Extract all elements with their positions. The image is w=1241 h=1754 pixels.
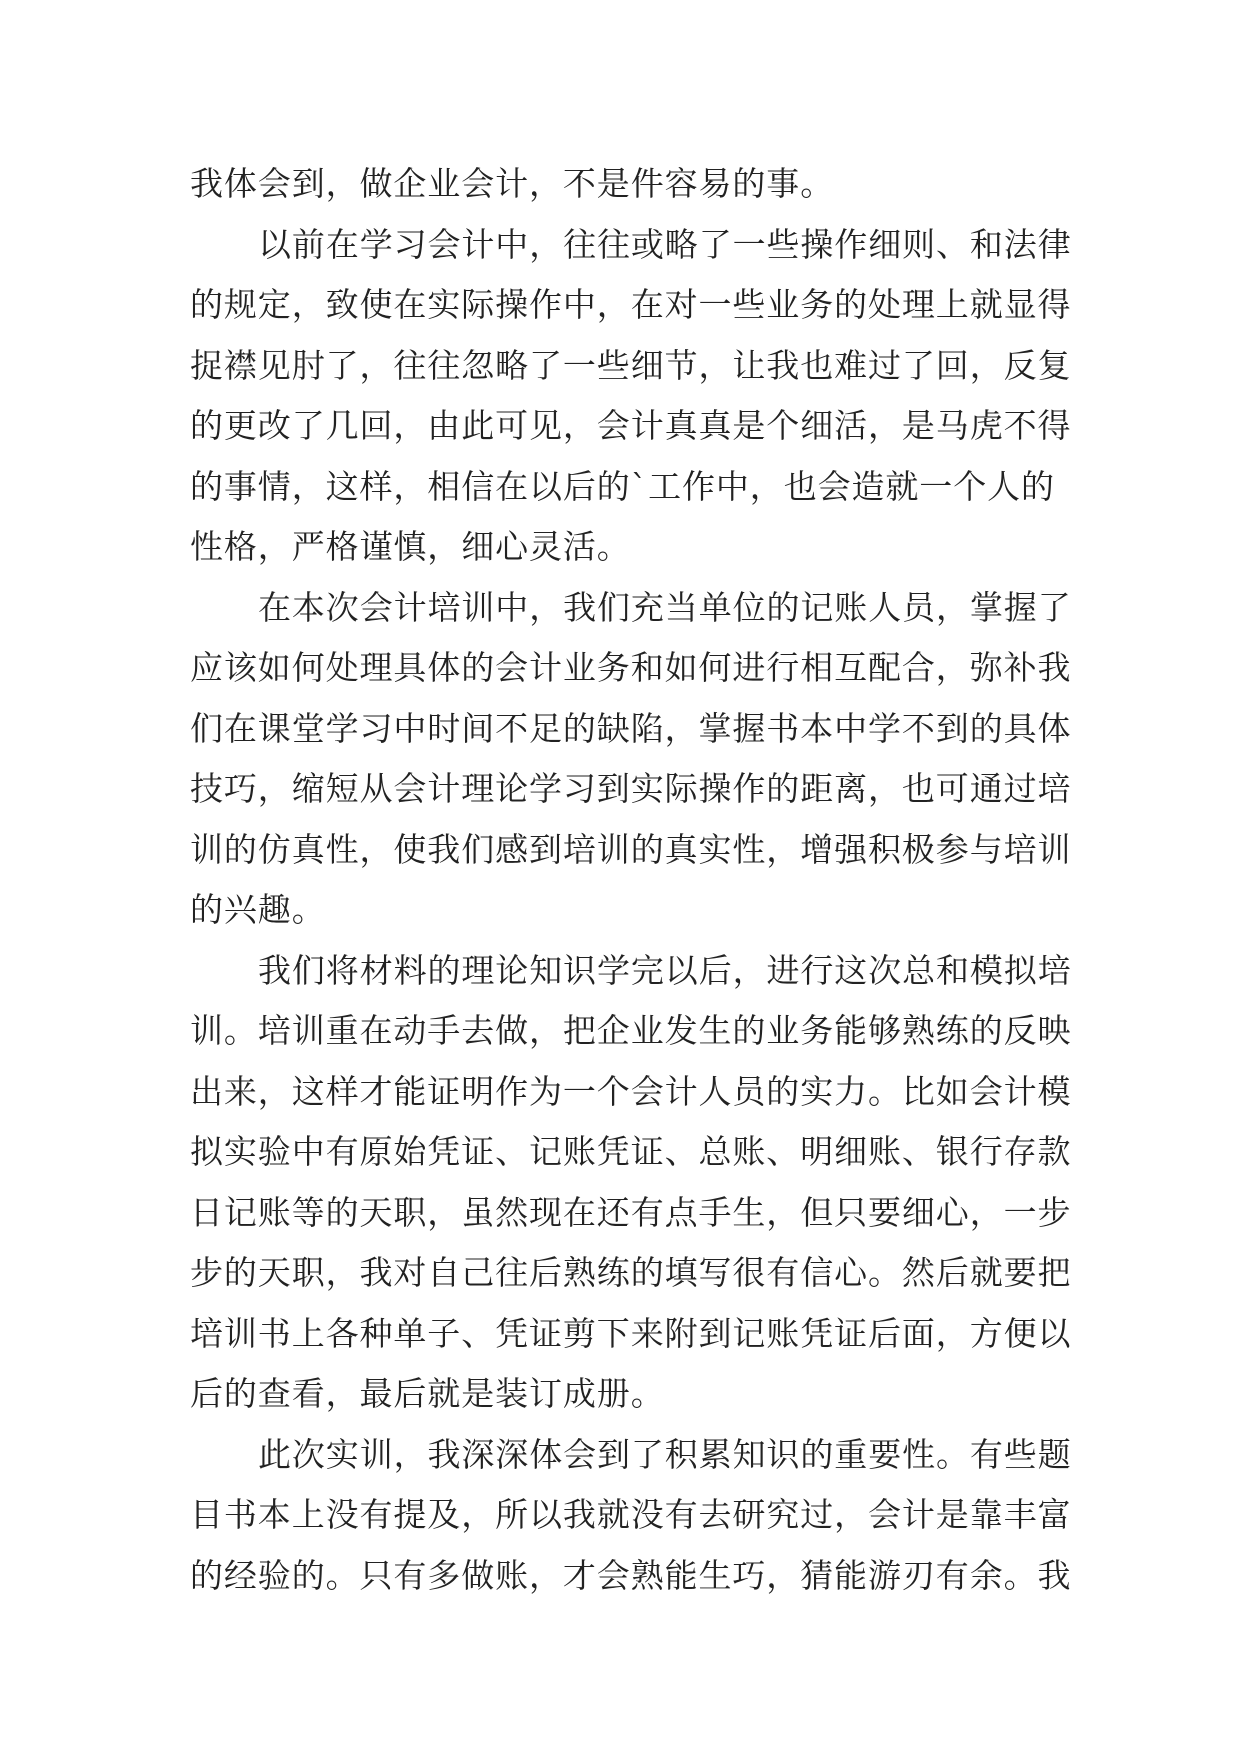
text-line: 的经验的。只有多做账，才会熟能生巧，猜能游刃有余。我 [190, 1555, 1072, 1595]
text-line: 的事情，这样，相信在以后的`工作中，也会造就一个人的 [190, 466, 1055, 506]
text-line: 我体会到，做企业会计，不是件容易的事。 [190, 164, 835, 203]
body-text [190, 154, 1072, 1606]
text-line: 的更改了几回，由此可见，会计真真是个细活，是马虎不得 [190, 406, 1072, 445]
text-line: 的兴趣。 [190, 890, 326, 929]
text-line: 我们将材料的理论知识学完以后，进行这次总和模拟培 [258, 950, 1072, 990]
text-line: 技巧，缩短从会计理论学习到实际操作的距离，也可通过培 [190, 769, 1072, 808]
text-line: 们在课堂学习中时间不足的缺陷，掌握书本中学不到的具体 [190, 708, 1072, 748]
text-line: 目书本上没有提及，所以我就没有去研究过，会计是靠丰富 [190, 1495, 1072, 1534]
text-line: 捉襟见肘了，往往忽略了一些细节，让我也难过了回，反复 [190, 345, 1072, 385]
text-line: 训的仿真性，使我们感到培训的真实性，增强积极参与培训 [190, 829, 1072, 869]
text-line: 培训书上各种单子、凭证剪下来附到记账凭证后面，方便以 [190, 1313, 1072, 1353]
text-line: 后的查看，最后就是装订成册。 [190, 1374, 665, 1413]
text-line: 日记账等的天职，虽然现在还有点手生，但只要细心，一步 [190, 1192, 1072, 1232]
text-line: 以前在学习会计中，往往或略了一些操作细则、和法律 [258, 224, 1072, 264]
text-line: 在本次会计培训中，我们充当单位的记账人员，掌握了 [258, 587, 1072, 627]
text-line: 应该如何处理具体的会计业务和如何进行相互配合，弥补我 [190, 648, 1072, 687]
text-line: 出来，这样才能证明作为一个会计人员的实力。比如会计模 [190, 1071, 1072, 1111]
text-line: 拟实验中有原始凭证、记账凭证、总账、明细账、银行存款 [190, 1132, 1072, 1171]
text-line: 步的天职，我对自己往后熟练的填写很有信心。然后就要把 [190, 1253, 1072, 1292]
text-line: 性格，严格谨慎，细心灵活。 [190, 527, 631, 566]
text-line: 此次实训，我深深体会到了积累知识的重要性。有些题 [258, 1434, 1072, 1474]
text-line: 的规定，致使在实际操作中，在对一些业务的处理上就显得 [190, 285, 1072, 324]
text-line: 训。培训重在动手去做，把企业发生的业务能够熟练的反映 [190, 1011, 1072, 1050]
